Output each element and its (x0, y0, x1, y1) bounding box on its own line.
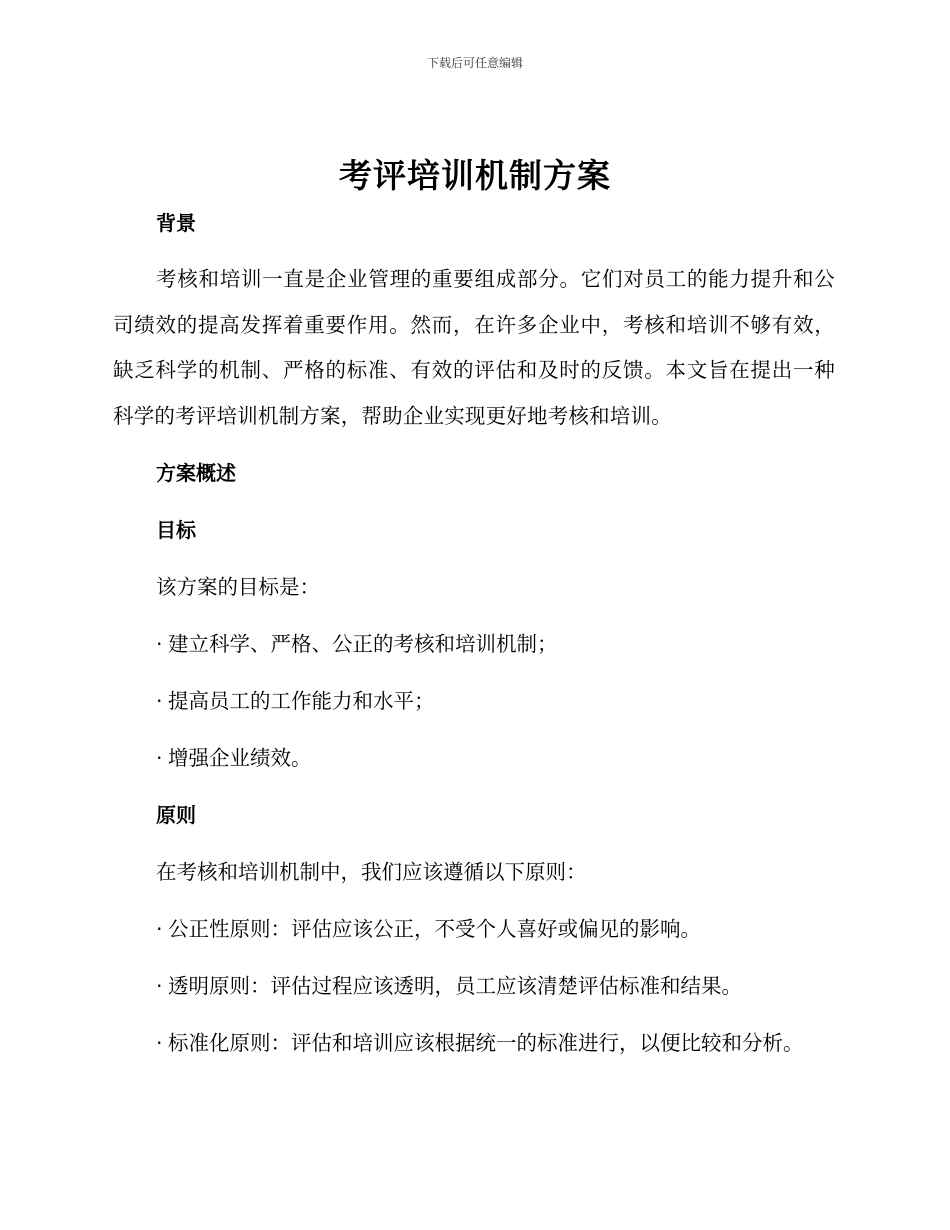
bullet-dot: · (156, 974, 163, 998)
section-heading-goals: 目标 (156, 518, 196, 542)
principle-item-text: 标准化原则：评估和培训应该根据统一的标准进行，以便比较和分析。 (168, 1031, 804, 1055)
section-heading-background: 背景 (156, 211, 196, 235)
goal-item (113, 678, 835, 724)
principles-intro: 在考核和培训机制中，我们应该遵循以下原则： (156, 860, 587, 884)
principle-item (113, 906, 835, 952)
principle-item (113, 1020, 835, 1066)
bullet-dot: · (156, 746, 163, 770)
goal-item-text: 提高员工的工作能力和水平； (168, 689, 435, 713)
goals-intro: 该方案的目标是： (156, 575, 320, 599)
bullet-dot: · (156, 689, 163, 713)
principle-item-text: 公正性原则：评估应该公正，不受个人喜好或偏见的影响。 (168, 917, 701, 941)
section-heading-principles: 原则 (156, 803, 196, 827)
principle-item-text: 透明原则：评估过程应该透明，员工应该清楚评估标准和结果。 (168, 974, 742, 998)
goal-item (113, 735, 835, 781)
header-note: 下载后可任意编辑 (426, 56, 523, 70)
document-body (113, 200, 835, 1066)
bullet-dot: · (156, 1031, 163, 1055)
goal-item-text: 增强企业绩效。 (168, 746, 312, 770)
bullet-dot: · (156, 917, 163, 941)
bullet-dot: · (156, 632, 163, 656)
principle-item (113, 963, 835, 1009)
background-paragraph: 考核和培训一直是企业管理的重要组成部分。它们对员工的能力提升和公司绩效的提高发挥着重要作用。然而，在许多企业中，考核和培训不够有效，缺乏科学的机制、严格的标准、有效的评估和及时的反馈。本文旨在提出一种科学的考评培训机制方案，帮助企业实现更好地考核和培训。 (113, 267, 835, 428)
goal-item (113, 621, 835, 667)
section-heading-overview: 方案概述 (156, 461, 236, 485)
goal-item-text: 建立科学、严格、公正的考核和培训机制； (168, 632, 558, 656)
document-title: 考评培训机制方案 (339, 156, 611, 195)
